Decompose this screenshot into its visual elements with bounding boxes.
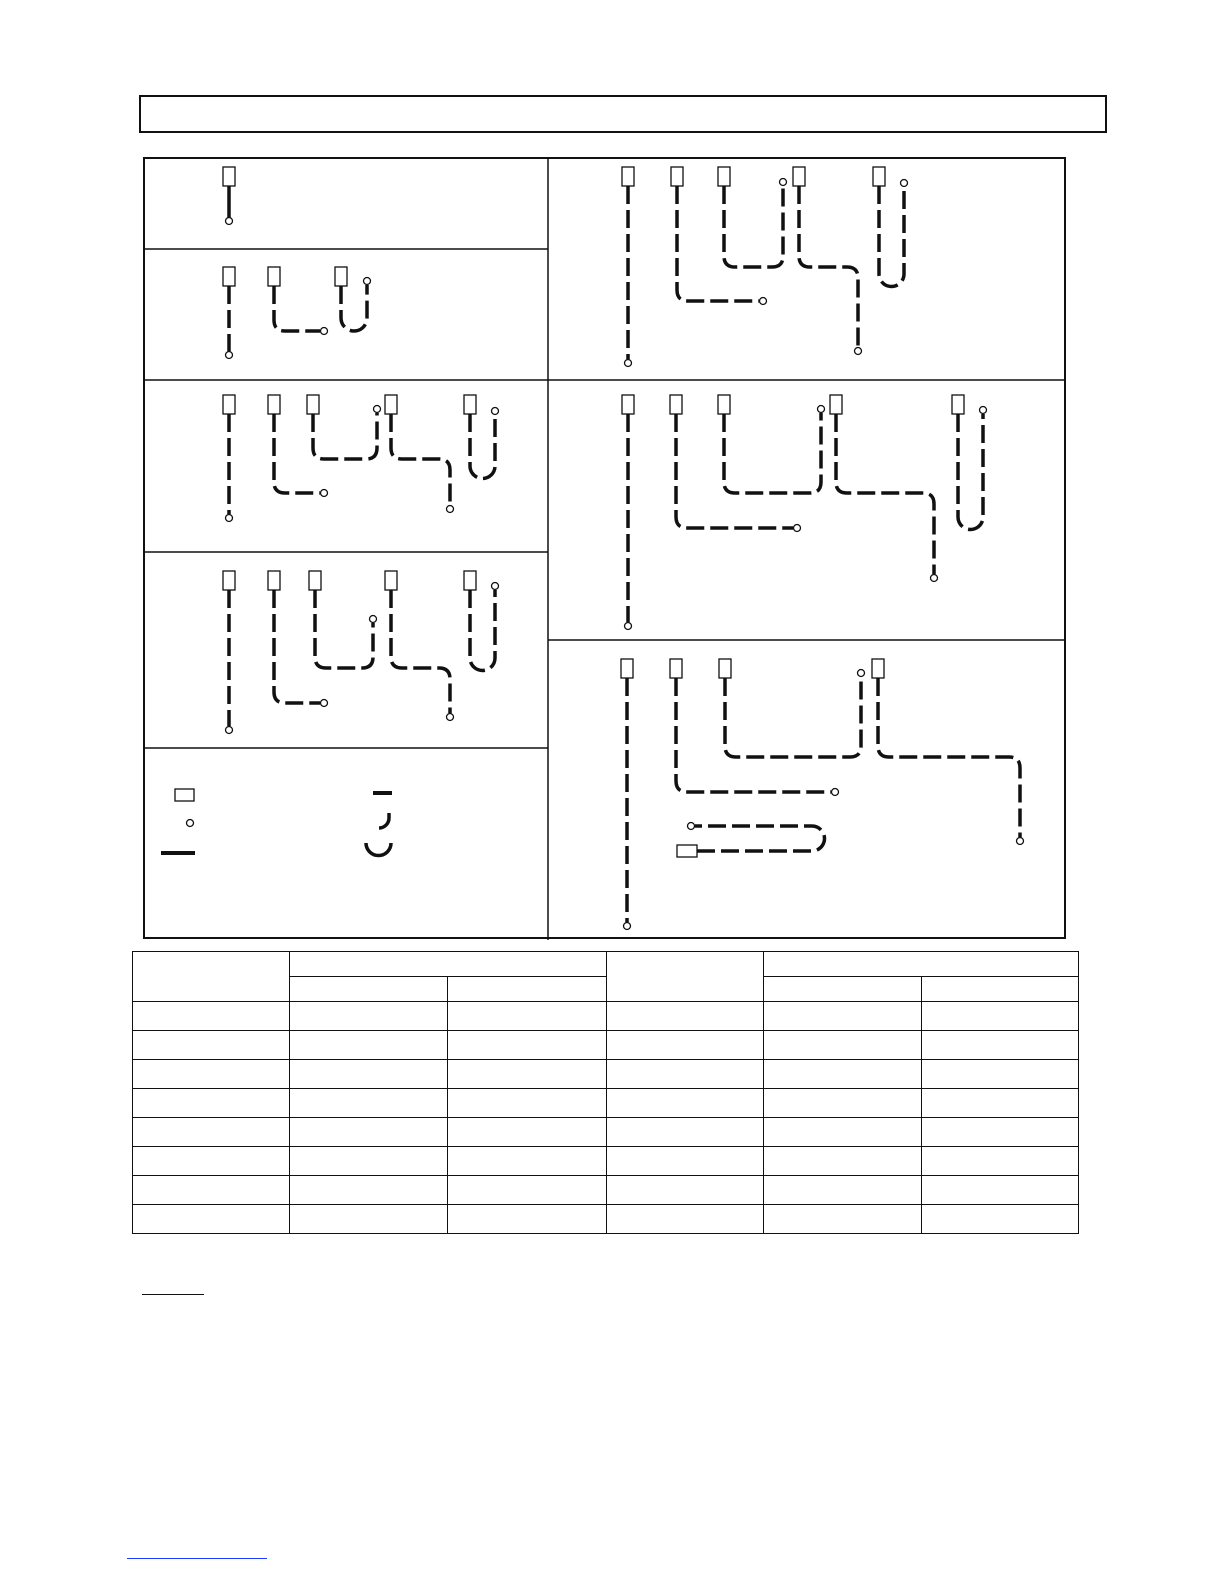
terminal-circle: [226, 515, 233, 522]
terminal-circle: [364, 278, 371, 285]
table-header-cell: [764, 952, 1079, 977]
wire-path: [274, 286, 320, 331]
wire-path: [470, 590, 495, 671]
connector-box: [677, 845, 697, 857]
terminal-circle: [794, 525, 801, 532]
table-cell: [133, 1002, 290, 1031]
connector-box: [830, 395, 842, 414]
legend-u-loop: [366, 843, 391, 855]
wire-path: [315, 590, 373, 668]
panel-2-wiring: [223, 267, 371, 359]
connector-box: [464, 395, 476, 414]
wire-path: [878, 678, 1020, 837]
terminal-circle: [688, 823, 695, 830]
terminal-circle: [226, 727, 233, 734]
panel-frame: [144, 158, 1065, 940]
connector-box: [670, 659, 682, 678]
table-cell: [764, 1031, 922, 1060]
wire-path: [879, 186, 904, 287]
table-cell: [448, 1118, 607, 1147]
table-header-cell: [133, 952, 290, 1002]
wire-path: [341, 285, 367, 331]
table-cell: [448, 1205, 607, 1234]
wire-path: [274, 590, 320, 703]
table-row: [133, 1002, 1079, 1031]
connector-box: [622, 395, 634, 414]
table-cell: [290, 1147, 448, 1176]
table-cell: [448, 1002, 607, 1031]
table-cell: [607, 1002, 764, 1031]
terminal-circle: [492, 583, 499, 590]
table-cell: [448, 1031, 607, 1060]
table-cell: [607, 1118, 764, 1147]
table-cell: [922, 1060, 1079, 1089]
terminal-circle: [818, 406, 825, 413]
table-header-row: [133, 952, 1079, 977]
terminal-circle: [980, 407, 987, 414]
connector-box: [335, 267, 347, 286]
terminal-circle: [901, 180, 908, 187]
table-cell: [922, 1176, 1079, 1205]
panel-4-wiring: [223, 571, 499, 734]
table-cell: [764, 1205, 922, 1234]
table-cell: [290, 1031, 448, 1060]
table-row: [133, 1205, 1079, 1234]
table-row: [133, 1147, 1079, 1176]
wire-path: [391, 590, 450, 713]
wire-path: [724, 413, 821, 493]
table-subheader-cell: [764, 977, 922, 1002]
terminal-circle: [226, 352, 233, 359]
connector-box: [671, 167, 683, 186]
terminal-circle: [447, 506, 454, 513]
parts-table: [132, 951, 1079, 1234]
wire-path: [313, 413, 377, 459]
terminal-circle: [625, 623, 632, 630]
wire-path: [391, 414, 450, 505]
table-cell: [290, 1060, 448, 1089]
right-panel-3-wiring: [621, 659, 1024, 930]
table-cell: [607, 1176, 764, 1205]
table-row: [133, 1118, 1079, 1147]
table-cell: [922, 1089, 1079, 1118]
table-cell: [290, 1089, 448, 1118]
connector-box: [268, 267, 280, 286]
wire-path: [958, 414, 983, 530]
table-cell: [133, 1205, 290, 1234]
table-cell: [922, 1002, 1079, 1031]
connector-box: [873, 167, 885, 186]
table-cell: [448, 1176, 607, 1205]
terminal-circle: [858, 670, 865, 677]
table-cell: [448, 1060, 607, 1089]
table-row: [133, 1031, 1079, 1060]
table-cell: [922, 1205, 1079, 1234]
terminal-circle: [855, 348, 862, 355]
table-cell: [764, 1118, 922, 1147]
table-cell: [290, 1205, 448, 1234]
table-row: [133, 1176, 1079, 1205]
footer-link[interactable]: [127, 1558, 267, 1559]
connector-box: [223, 395, 235, 414]
connector-box: [464, 571, 476, 590]
connector-box: [670, 395, 682, 414]
legend-panel: [161, 789, 392, 855]
table-cell: [133, 1060, 290, 1089]
panel-3-wiring: [223, 395, 499, 522]
connector-box: [385, 395, 397, 414]
terminal-circle: [624, 923, 631, 930]
connector-box: [223, 571, 235, 590]
terminal-circle: [492, 408, 499, 415]
right-panel-2-wiring: [622, 395, 987, 630]
terminal-circle: [370, 616, 377, 623]
table-cell: [448, 1089, 607, 1118]
terminal-circle: [832, 789, 839, 796]
connector-box: [719, 659, 731, 678]
table-subheader-cell: [448, 977, 607, 1002]
connector-box: [621, 659, 633, 678]
connector-box: [223, 267, 235, 286]
table-row: [133, 1089, 1079, 1118]
legend-terminal-circle: [187, 820, 194, 827]
terminal-circle: [625, 360, 632, 367]
table-header-cell: [607, 952, 764, 1002]
table-cell: [764, 1089, 922, 1118]
connector-box: [309, 571, 321, 590]
connector-box: [385, 571, 397, 590]
terminal-circle: [321, 490, 328, 497]
table-cell: [607, 1060, 764, 1089]
connector-box: [793, 167, 805, 186]
table-cell: [764, 1176, 922, 1205]
wire-path: [799, 186, 858, 347]
table-cell: [133, 1176, 290, 1205]
terminal-circle: [321, 328, 328, 335]
legend-connector-box: [175, 789, 194, 801]
table-row: [133, 1060, 1079, 1089]
terminal-circle: [226, 218, 233, 225]
terminal-circle: [374, 406, 381, 413]
connector-box: [718, 167, 730, 186]
table-cell: [607, 1147, 764, 1176]
table-header-cell: [290, 952, 607, 977]
connector-box: [952, 395, 964, 414]
wire-path: [836, 414, 934, 574]
terminal-circle: [321, 700, 328, 707]
table-subheader-cell: [290, 977, 448, 1002]
table-cell: [922, 1147, 1079, 1176]
wire-path: [724, 186, 783, 267]
terminal-circle: [1017, 838, 1024, 845]
table-cell: [607, 1031, 764, 1060]
connector-box: [718, 395, 730, 414]
table-cell: [133, 1118, 290, 1147]
table-cell: [290, 1118, 448, 1147]
table-cell: [764, 1002, 922, 1031]
wire-path: [676, 414, 793, 528]
right-panel-1-wiring: [622, 167, 908, 367]
wire-path: [725, 677, 861, 757]
wire-path: [470, 414, 495, 479]
connector-box: [872, 659, 884, 678]
table-cell: [922, 1118, 1079, 1147]
panel-1-wiring: [223, 167, 235, 225]
table-cell: [448, 1147, 607, 1176]
table-cell: [764, 1147, 922, 1176]
table-cell: [133, 1031, 290, 1060]
terminal-circle: [780, 179, 787, 186]
terminal-circle: [447, 714, 454, 721]
connector-box: [223, 167, 235, 186]
connector-box: [622, 167, 634, 186]
table-cell: [290, 1176, 448, 1205]
connector-box: [268, 395, 280, 414]
wire-path: [695, 826, 825, 851]
terminal-circle: [931, 575, 938, 582]
wire-path: [676, 678, 831, 792]
terminal-circle: [760, 298, 767, 305]
table-cell: [607, 1205, 764, 1234]
table-cell: [922, 1031, 1079, 1060]
table-cell: [133, 1147, 290, 1176]
table-subheader-cell: [922, 977, 1079, 1002]
table-cell: [290, 1002, 448, 1031]
connector-box: [268, 571, 280, 590]
legend-half-loop: [379, 813, 389, 828]
note-heading: [142, 1294, 204, 1295]
connector-box: [307, 395, 319, 414]
table-cell: [133, 1089, 290, 1118]
table-cell: [607, 1089, 764, 1118]
wire-path: [677, 186, 759, 301]
table-cell: [764, 1060, 922, 1089]
